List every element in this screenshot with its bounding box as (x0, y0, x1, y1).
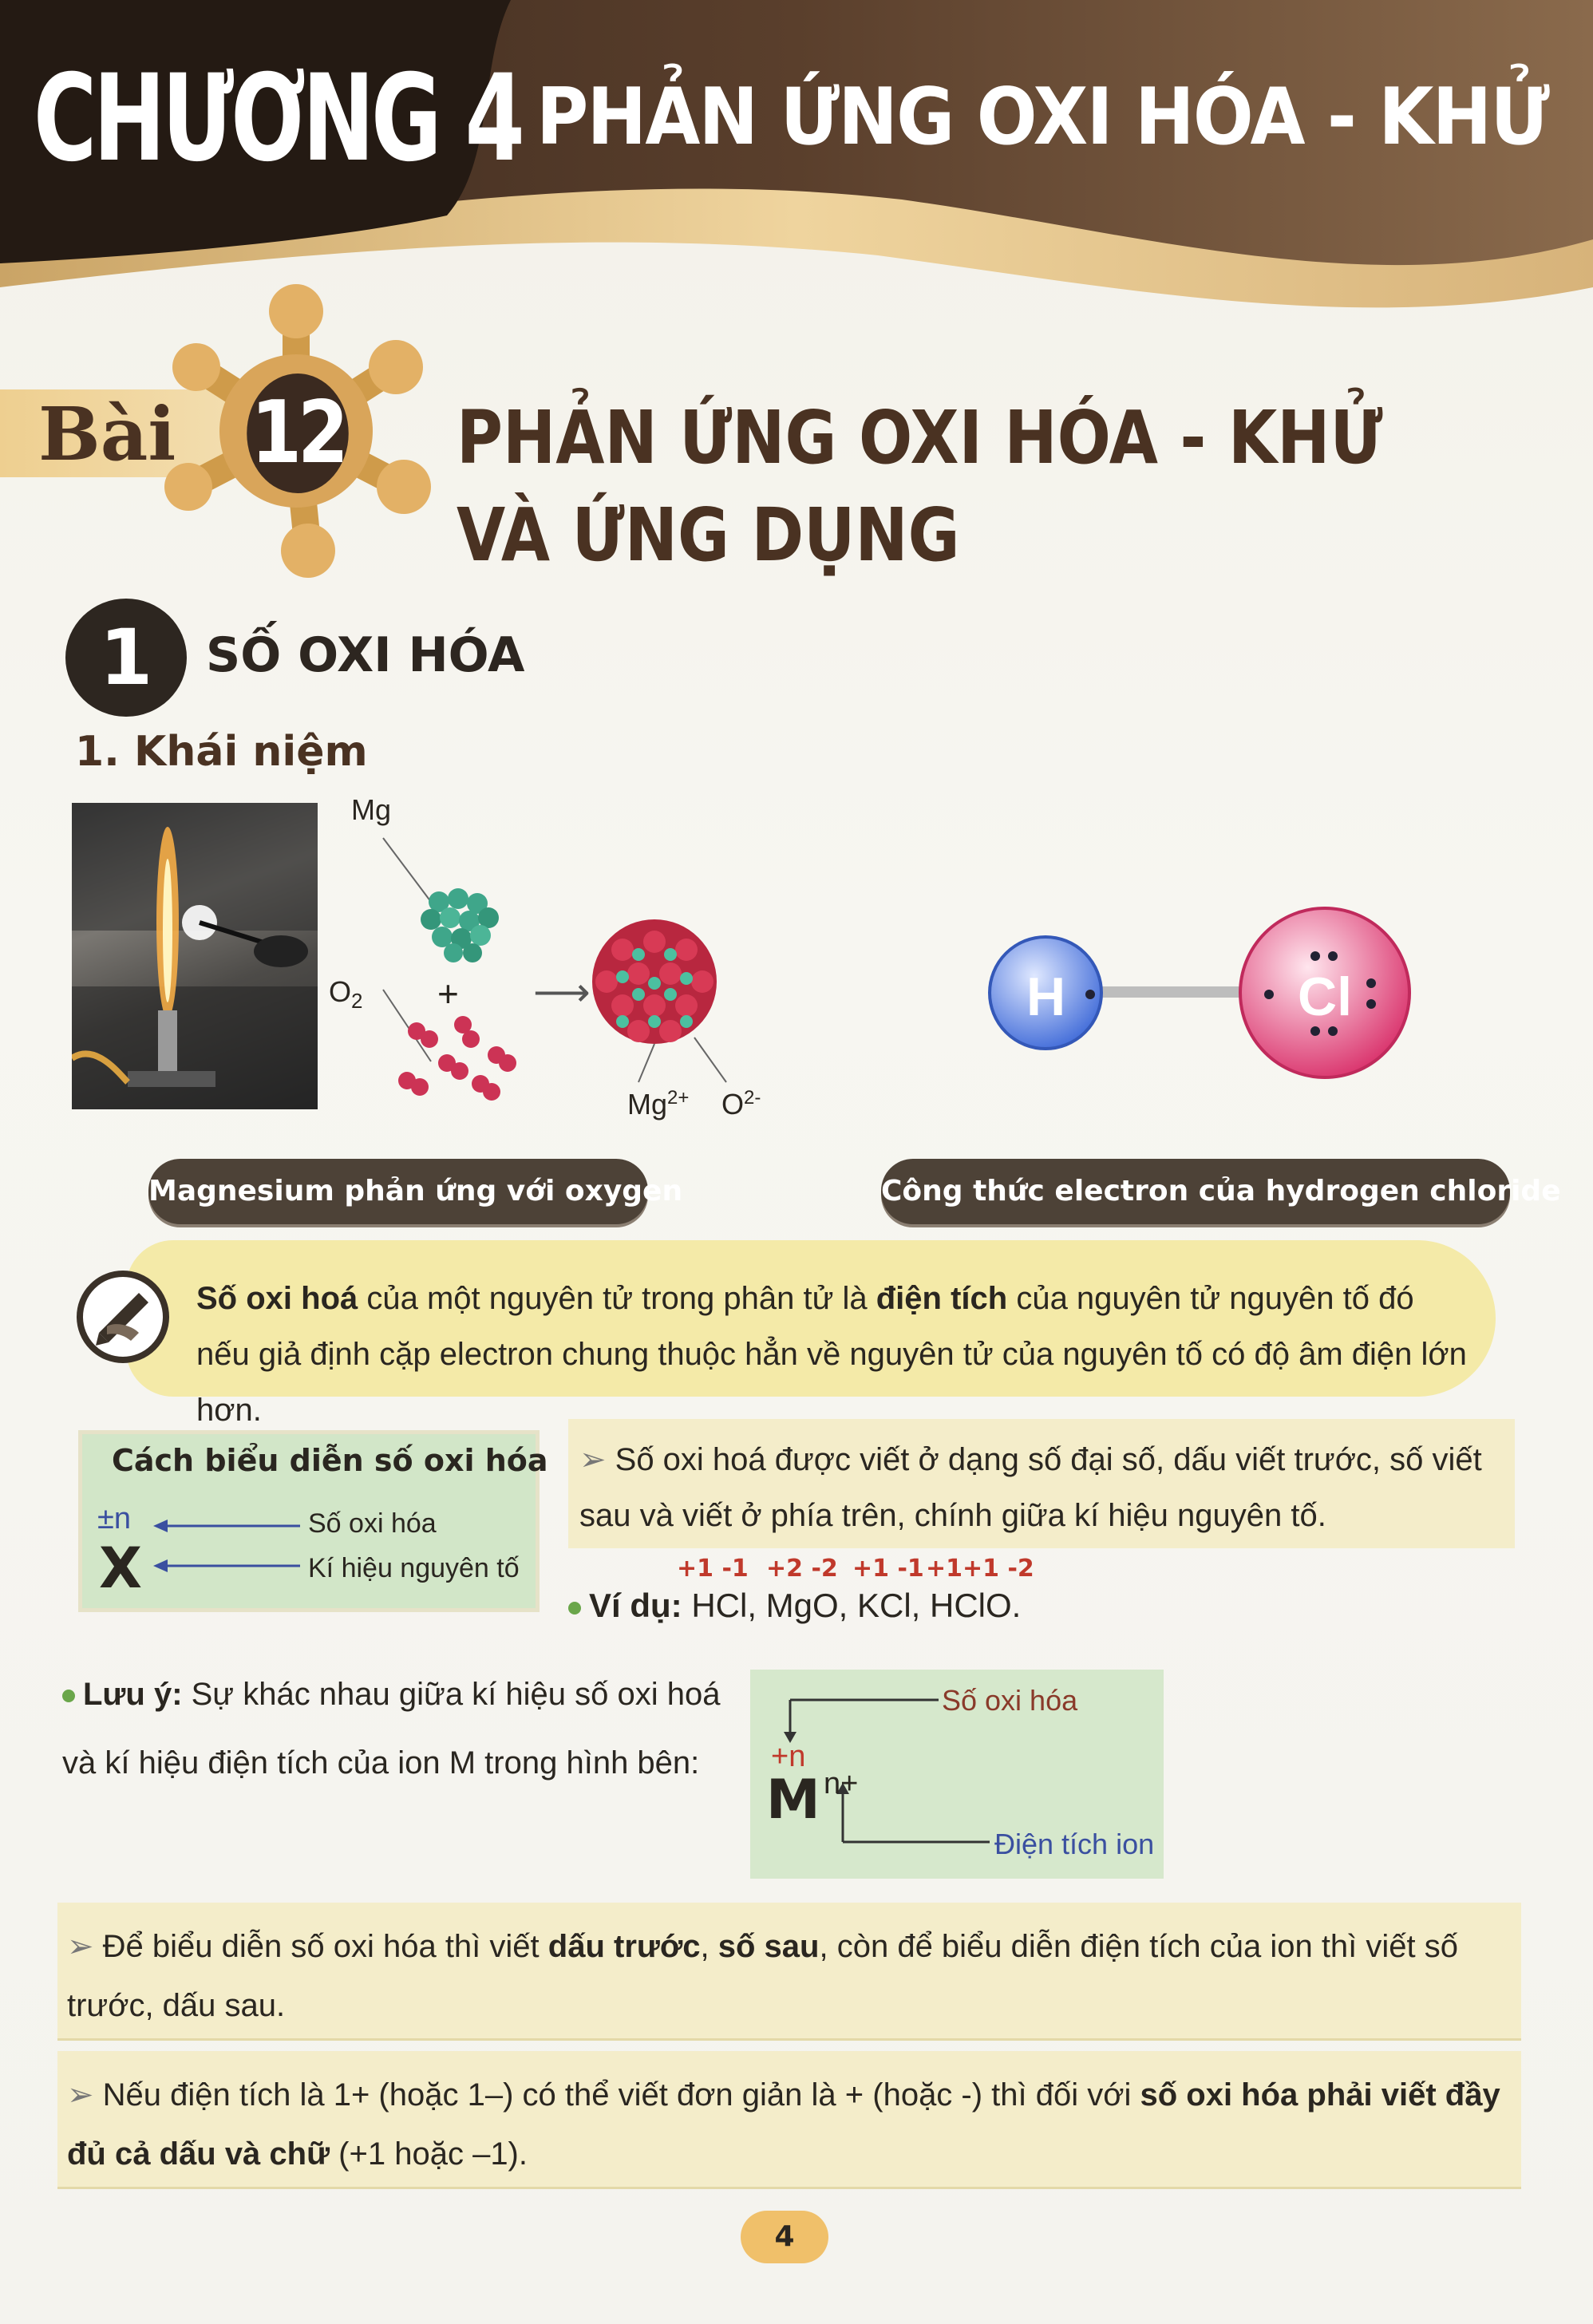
lesson-title-line2: VÀ ỨNG DỤNG (457, 492, 960, 578)
ox-mgo: +2 -2 (766, 1555, 838, 1583)
o2-subscript: 2 (351, 989, 363, 1014)
ion-label-oxidation: Số oxi hóa (942, 1684, 1078, 1717)
example-line (568, 1587, 1021, 1625)
caption-hydrogen-chloride: Công thức electron của hydrogen chloride (881, 1159, 1510, 1224)
bullet-icon (568, 1602, 581, 1615)
representation-title: Cách biểu diễn số oxi hóa (112, 1443, 548, 1478)
tip2-part-a: Nếu điện tích là 1+ (hoặc 1–) có thể viết đơn giản là + (hoặc -) thì đối với (102, 2077, 1140, 2113)
rule-text (579, 1432, 1510, 1543)
term-oxidation-number: Số oxi hoá (196, 1281, 358, 1316)
ox-hclo: +1+1 -2 (926, 1555, 1034, 1583)
rule-content: Số oxi hoá được viết ở dạng số đại số, dấu viết trước, số viết sau và viết ở phía trên, chính giữa kí hiệu nguyên tố. (579, 1442, 1482, 1533)
ion-charge-value: n+ (824, 1767, 859, 1800)
representation-arrows (153, 1513, 302, 1577)
note-text: Sự khác nhau giữa kí hiệu số oxi hoá và kí hiệu điện tích của ion M trong hình bên: (62, 1677, 721, 1781)
representation-label-symbol: Kí hiệu nguyên tố (308, 1553, 520, 1583)
definition-rest: của nguyên tử nguyên tố đó nếu giả định cặp electron chung thuộc hẳn về nguyên tử của nguyên tố có độ âm điện lớn hơn. (196, 1281, 1467, 1428)
mgo-lattice (592, 919, 726, 1082)
ox-hcl: +1 -1 (677, 1555, 749, 1583)
o-ion-label (721, 1087, 761, 1121)
plus-sign: + (437, 973, 459, 1014)
lesson-prefix: Bài (38, 391, 176, 477)
tip2-part-c: (+1 hoặc –1). (330, 2136, 528, 2172)
definition-part: của một nguyên tử trong phân tử là (358, 1281, 876, 1316)
lesson-title-line1: PHẢN ỨNG OXI HÓA - KHỬ (457, 395, 1383, 480)
lesson-number: 12 (247, 374, 349, 493)
representation-pm: ±n (97, 1502, 131, 1536)
hydrogen-symbol: H (1026, 966, 1066, 1027)
mg-ion-label (627, 1087, 689, 1121)
note-label: Lưu ý: (83, 1677, 183, 1712)
note-paragraph (62, 1660, 749, 1797)
tip-text-2 (67, 2065, 1513, 2184)
o2-label (329, 975, 362, 1014)
triangle-bullet-icon: ➢ (67, 2077, 103, 2113)
reaction-arrow: ⟶ (533, 970, 591, 1014)
example-formulas: HCl, MgO, KCl, HClO. (691, 1587, 1022, 1624)
triangle-bullet-icon: ➢ (67, 1929, 103, 1964)
representation-label-ox: Số oxi hóa (308, 1508, 437, 1539)
magnesium-burning-photo (72, 803, 318, 1109)
section-title: SỐ OXI HÓA (206, 627, 525, 683)
section-number-badge: 1 (65, 599, 187, 717)
subsection-title: 1. Khái niệm (75, 728, 368, 776)
tip1-comma: , (700, 1929, 718, 1964)
tip1-number-after: số sau (717, 1929, 820, 1964)
tip1-sign-first: dấu trước (547, 1929, 701, 1964)
tip2-emphasis: số oxi hóa phải viết đầy đủ cả dấu và chữ (67, 2077, 1500, 2172)
definition-text (196, 1271, 1473, 1438)
term-charge: điện tích (876, 1281, 1008, 1316)
lesson-title (457, 389, 1383, 584)
tip1-part-a: Để biểu diễn số oxi hóa thì viết (102, 1929, 548, 1964)
ox-kcl: +1 -1 (852, 1555, 924, 1583)
mg-label: Mg (351, 793, 392, 826)
tip1-part-e: , còn để biểu diễn điện tích của ion thì viết số trước, dấu sau. (67, 1929, 1459, 2023)
triangle-bullet-icon: ➢ (579, 1442, 615, 1477)
page-number: 4 (741, 2211, 828, 2263)
chapter-label: CHƯƠNG 4 (34, 49, 522, 188)
ion-oxidation-value: +n (771, 1740, 806, 1773)
chlorine-symbol: Cl (1298, 966, 1352, 1027)
writing-hand-icon (77, 1271, 169, 1363)
o-ion-charge: 2- (744, 1087, 761, 1109)
o-ion-symbol: O (721, 1088, 745, 1120)
caption-magnesium-oxygen: Magnesium phản ứng với oxygen (148, 1159, 648, 1224)
o2-symbol: O (329, 975, 352, 1008)
mg-ion-symbol: Mg (627, 1088, 668, 1120)
mg-ion-charge: 2+ (667, 1087, 690, 1109)
chapter-title: PHẢN ỨNG OXI HÓA - KHỬ (536, 72, 1549, 163)
mg-atom-cluster (421, 888, 499, 962)
o2-molecules (398, 1016, 516, 1101)
tip-text-1 (67, 1917, 1513, 2035)
ion-symbol: M (766, 1769, 820, 1832)
bullet-icon (62, 1690, 75, 1702)
representation-x: X (99, 1536, 142, 1601)
burner-illustration (72, 803, 318, 1109)
ion-label-charge: Điện tích ion (994, 1828, 1155, 1860)
example-label: Ví dụ: (589, 1587, 682, 1624)
